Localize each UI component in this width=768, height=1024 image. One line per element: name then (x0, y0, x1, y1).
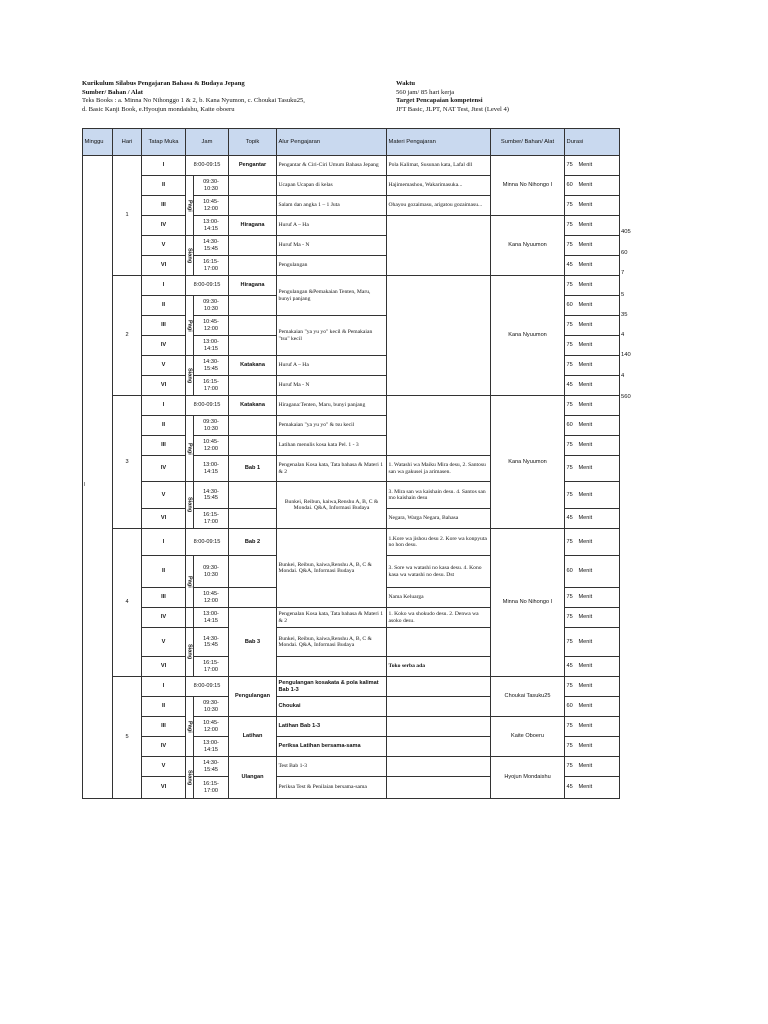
time-slot: 10:45- 12:00 (194, 196, 229, 216)
materi-cell (387, 396, 491, 456)
session-name: IV (142, 336, 186, 356)
durasi-cell: 75 Menit (565, 316, 620, 336)
time-slot: 13:00- 14:15 (194, 608, 229, 628)
session-name: VI (142, 657, 186, 677)
alur-cell: Test Bab 1-3 (277, 757, 387, 777)
topic-cell: Pengantar (229, 156, 277, 176)
time-slot: 13:00- 14:15 (194, 336, 229, 356)
materi-cell (387, 677, 491, 697)
sources-heading: Sumber/ Bahan / Alat (82, 88, 144, 96)
topic-cell (229, 509, 277, 529)
topic-cell (229, 196, 277, 216)
minggu-cell (83, 156, 113, 799)
col-durasi: Durasi (565, 129, 620, 156)
topic-cell (229, 316, 277, 336)
alur-cell (277, 657, 387, 677)
time-slot: 09:30- 10:30 (194, 176, 229, 196)
alur-cell: Pengenalan Kosa kata, Tata bahasa & Materi 1 & 2 (277, 608, 387, 628)
topic-cell: Bab 1 (229, 456, 277, 482)
time-slot: 09:30- 10:30 (194, 556, 229, 588)
topic-cell (229, 236, 277, 256)
session-name: III (142, 196, 186, 216)
durasi-cell: 60 Menit (565, 176, 620, 196)
topic-cell (229, 376, 277, 396)
alur-cell: Latihan Bab 1-3 (277, 717, 387, 737)
target-heading: Target Pencapaian kompetensi (396, 97, 483, 105)
topic-cell (229, 588, 277, 608)
side-number: 60 (621, 250, 628, 256)
durasi-cell: 60 Menit (565, 296, 620, 316)
session-name: V (142, 356, 186, 376)
topic-cell: Latihan (229, 717, 277, 757)
alur-cell: Pengantar & Ciri-Ciri Umum Bahasa Jepang (277, 156, 387, 176)
hari-number: 1 (113, 156, 142, 276)
durasi-cell: 75 Menit (565, 196, 620, 216)
session-name: I (142, 156, 186, 176)
session-name: III (142, 717, 186, 737)
alur-cell: Bunkei, Reibun, kaiwa,Renshu A, B, C & Mondai. Q&A, Informasi Budaya (277, 482, 387, 529)
durasi-cell: 75 Menit (565, 757, 620, 777)
alur-cell: Choukai (277, 697, 387, 717)
pagi-label: Pagi (186, 697, 194, 757)
materi-cell (387, 777, 491, 799)
materi-cell: Toko serba ada (387, 657, 491, 677)
col-jam: Jam (186, 129, 229, 156)
alur-cell: Pengulangan kosakata & pola kalimat Bab 1-3 (277, 677, 387, 697)
alur-cell: Huruf A – Ha (277, 216, 387, 236)
topic-cell: Pengulangan (229, 677, 277, 717)
topic-cell (229, 556, 277, 588)
time-slot: 10:45- 12:00 (194, 436, 229, 456)
sumber-cell: Minna No Nihongo I (491, 156, 565, 216)
alur-cell: Pengulangan &Pemakaian Tenten, Maru, bunyi panjang (277, 276, 387, 316)
materi-cell: 3. Mira san wa kaishain desu. 4. Santos san mo kaishain desu (387, 482, 491, 509)
time-slot: 16:15- 17:00 (194, 376, 229, 396)
session-name: V (142, 757, 186, 777)
materi-cell (387, 276, 491, 396)
hari-number: 4 (113, 529, 142, 677)
hari-number: 2 (113, 276, 142, 396)
time-heading: Waktu (396, 80, 416, 87)
durasi-cell: 45 Menit (565, 777, 620, 799)
session-name: I (142, 529, 186, 556)
siang-label: Siang (186, 757, 194, 799)
materi-cell: 3. Sore wa watashi no kasa desu. 4. Kono kasa wa watashi no desu. Dst (387, 556, 491, 588)
alur-cell: Periksa Test & Penilaian bersama-sama (277, 777, 387, 799)
alur-cell: Pengulangan (277, 256, 387, 276)
target-value: JFT Basic, JLPT, NAT Test, Jtest (Level 4) (396, 105, 509, 113)
topic-cell (229, 416, 277, 436)
durasi-cell: 75 Menit (565, 236, 620, 256)
durasi-cell: 75 Menit (565, 482, 620, 509)
time-slot: 10:45- 12:00 (194, 316, 229, 336)
time-slot: 16:15- 17:00 (194, 657, 229, 677)
time-slot: 10:45- 12:00 (194, 588, 229, 608)
side-number: 35 (621, 312, 628, 318)
materi-cell (387, 216, 491, 276)
textbooks-line-2: d. Basic Kanji Book, e.Hyoujun mondaishu, Kaite oboeru (82, 105, 235, 113)
siang-label: Siang (186, 236, 194, 276)
table-row (83, 757, 620, 777)
session-name: IV (142, 737, 186, 757)
session-name: IV (142, 608, 186, 628)
durasi-cell: 75 Menit (565, 529, 620, 556)
topic-cell: Bab 2 (229, 529, 277, 556)
col-tatap-muka: Tatap Muka (142, 129, 186, 156)
time-slot: 14:30- 15:45 (194, 628, 229, 657)
session-name: III (142, 588, 186, 608)
alur-cell: Bunkei, Reibun, kaiwa,Renshu A, B, C & Mondai. Q&A, Informasi Budaya (277, 529, 387, 608)
alur-cell: Huruf Ma - N (277, 376, 387, 396)
session-name: II (142, 697, 186, 717)
topic-cell: Hiragana (229, 276, 277, 296)
table-row (83, 717, 620, 737)
sumber-cell: Minna No Nihongo I (491, 529, 565, 677)
header-left (82, 80, 382, 114)
side-number: 7 (621, 270, 625, 276)
topic-cell: Bab 3 (229, 608, 277, 677)
session-name: II (142, 416, 186, 436)
pagi-label: Pagi (186, 176, 194, 236)
durasi-cell: 75 Menit (565, 717, 620, 737)
col-sumber: Sumber/ Bahan/ Alat (491, 129, 565, 156)
session-name: II (142, 296, 186, 316)
hari-number: 5 (113, 677, 142, 799)
time-slot: 16:15- 17:00 (194, 509, 229, 529)
durasi-cell: 45 Menit (565, 657, 620, 677)
alur-cell: Pemakaian "ya yu yo" kecil & Pemakaian "tsu" kecil (277, 316, 387, 356)
side-number: 140 (621, 352, 631, 358)
topic-cell (229, 482, 277, 509)
pagi-label: Pagi (186, 296, 194, 356)
time-slot: 09:30- 10:30 (194, 697, 229, 717)
session-name: III (142, 436, 186, 456)
topic-cell (229, 436, 277, 456)
materi-cell (387, 717, 491, 737)
alur-cell: Hiragana:Tenten, Maru, bunyi panjang (277, 396, 387, 416)
time-slot: 09:30- 10:30 (194, 296, 229, 316)
materi-cell: Nama Keluarga (387, 588, 491, 608)
durasi-cell: 75 Menit (565, 628, 620, 657)
alur-cell: Latihan menulis kosa kata Pel. 1 - 3 (277, 436, 387, 456)
durasi-cell: 75 Menit (565, 588, 620, 608)
sumber-cell: Kaite Oboeru (491, 717, 565, 757)
session-name: V (142, 236, 186, 256)
col-minggu: Minggu (83, 129, 113, 156)
materi-cell: 1.Kore wa jishou desu 2. Kore wa konpyuta no hon desu. (387, 529, 491, 556)
minggu-mark: I (84, 482, 86, 488)
time-slot: 8:00-09:15 (186, 156, 229, 176)
topic-cell: Ulangan (229, 757, 277, 799)
materi-cell: Ohayou gozaimasu, arigatou gozaimasu... (387, 196, 491, 216)
time-slot: 14:30- 15:45 (194, 236, 229, 256)
topic-cell: Katakana (229, 356, 277, 376)
session-name: V (142, 628, 186, 657)
pagi-label: Pagi (186, 556, 194, 608)
alur-cell: Pemakaian "ya yu yo" & tsu kecil (277, 416, 387, 436)
durasi-cell: 75 Menit (565, 677, 620, 697)
topic-cell: Katakana (229, 396, 277, 416)
time-value: 560 jam/ 85 hari kerja (396, 88, 455, 96)
col-alur: Alur Pengajaran (277, 129, 387, 156)
durasi-cell: 60 Menit (565, 556, 620, 588)
sumber-cell: Hyojun Mondaishu (491, 757, 565, 799)
side-number: 4 (621, 332, 625, 338)
side-number: 405 (621, 229, 631, 235)
alur-cell: Pengenalan Kosa kata, Tata bahasa & Materi 1 & 2 (277, 456, 387, 482)
materi-cell (387, 697, 491, 717)
durasi-cell: 75 Menit (565, 356, 620, 376)
side-number: 560 (621, 394, 631, 400)
durasi-cell: 75 Menit (565, 456, 620, 482)
col-topik: Topik (229, 129, 277, 156)
time-slot: 8:00-09:15 (186, 396, 229, 416)
durasi-cell: 45 Menit (565, 376, 620, 396)
materi-cell: Negara, Warga Negara, Bahasa (387, 509, 491, 529)
session-name: I (142, 677, 186, 697)
textbooks-line-1: Teks Books : a. Minna No Nihonggo 1 & 2, b. Kana Nyumon, c. Choukai Tasuku25, (82, 97, 305, 105)
alur-cell: Ucapan Ucapan di kelas (277, 176, 387, 196)
siang-label: Siang (186, 482, 194, 529)
materi-cell (387, 737, 491, 757)
topic-cell (229, 256, 277, 276)
table-row (83, 396, 620, 416)
table-row (83, 677, 620, 697)
time-slot: 14:30- 15:45 (194, 757, 229, 777)
time-slot: 13:00- 14:15 (194, 737, 229, 757)
session-name: VI (142, 509, 186, 529)
table-row (83, 276, 620, 296)
durasi-cell: 45 Menit (565, 256, 620, 276)
time-slot: 14:30- 15:45 (194, 482, 229, 509)
session-name: II (142, 176, 186, 196)
durasi-cell: 75 Menit (565, 216, 620, 236)
durasi-cell: 75 Menit (565, 608, 620, 628)
table-header-row (83, 129, 620, 156)
session-name: VI (142, 256, 186, 276)
time-slot: 8:00-09:15 (186, 677, 229, 697)
header-right (396, 80, 696, 114)
document-header (82, 80, 742, 120)
topic-cell (229, 176, 277, 196)
materi-cell: Pola Kalimat, Susunan kata, Lafal dll (387, 156, 491, 176)
topic-cell (229, 336, 277, 356)
alur-cell: Huruf Ma - N (277, 236, 387, 256)
alur-cell: Periksa Latihan bersama-sama (277, 737, 387, 757)
side-number: 5 (621, 292, 625, 298)
session-name: VI (142, 777, 186, 799)
materi-cell: Hajimemashou, Wakarimasuka... (387, 176, 491, 196)
syllabus-table (82, 128, 620, 799)
session-name: IV (142, 456, 186, 482)
sumber-cell: Kana Nyuumon (491, 216, 565, 276)
time-slot: 8:00-09:15 (186, 276, 229, 296)
materi-cell (387, 628, 491, 657)
alur-cell: Bunkei, Reibun, kaiwa,Renshu A, B, C & Mondai. Q&A, Informasi Budaya (277, 628, 387, 657)
session-name: II (142, 556, 186, 588)
durasi-cell: 75 Menit (565, 156, 620, 176)
time-slot: 13:00- 14:15 (194, 456, 229, 482)
materi-cell: 1. Koko wa shokudo desu. 2. Denwa wa asoko desu. (387, 608, 491, 628)
hari-number: 3 (113, 396, 142, 529)
table-row (83, 156, 620, 176)
durasi-cell: 60 Menit (565, 697, 620, 717)
sumber-cell: Choukai Tasuku25 (491, 677, 565, 717)
sumber-cell: Kana Nyuumon (491, 396, 565, 529)
topic-cell (229, 296, 277, 316)
pagi-label: Pagi (186, 416, 194, 482)
time-slot: 8:00-09:15 (186, 529, 229, 556)
side-number: 4 (621, 373, 625, 379)
topic-cell: Hiragana (229, 216, 277, 236)
time-slot: 14:30- 15:45 (194, 356, 229, 376)
durasi-cell: 60 Menit (565, 416, 620, 436)
curriculum-title: Kurikulum Silabus Pengajaran Bahasa & Budaya Jepang (82, 80, 245, 87)
durasi-cell: 45 Menit (565, 509, 620, 529)
table-row (83, 529, 620, 556)
materi-cell (387, 757, 491, 777)
col-materi: Materi Pengajaran (387, 129, 491, 156)
time-slot: 16:15- 17:00 (194, 777, 229, 799)
siang-label: Siang (186, 356, 194, 396)
session-name: I (142, 276, 186, 296)
durasi-cell: 75 Menit (565, 276, 620, 296)
durasi-cell: 75 Menit (565, 737, 620, 757)
session-name: VI (142, 376, 186, 396)
session-name: I (142, 396, 186, 416)
siang-label: Siang (186, 628, 194, 677)
col-hari: Hari (113, 129, 142, 156)
session-name: III (142, 316, 186, 336)
table-row (83, 216, 620, 236)
durasi-cell: 75 Menit (565, 396, 620, 416)
time-slot: 10:45- 12:00 (194, 717, 229, 737)
time-slot: 09:30- 10:30 (194, 416, 229, 436)
alur-cell: Huruf A – Ha (277, 356, 387, 376)
time-slot: 13:00- 14:15 (194, 216, 229, 236)
durasi-cell: 75 Menit (565, 436, 620, 456)
materi-cell: 1. Watashi wa Maiku Mira desu, 2. Santosu san wa gakusei ja arimasen. (387, 456, 491, 482)
session-name: V (142, 482, 186, 509)
durasi-cell: 75 Menit (565, 336, 620, 356)
alur-cell: Salam dan angka 1 – 1 Juta (277, 196, 387, 216)
session-name: IV (142, 216, 186, 236)
time-slot: 16:15- 17:00 (194, 256, 229, 276)
sumber-cell: Kana Nyuumon (491, 276, 565, 396)
